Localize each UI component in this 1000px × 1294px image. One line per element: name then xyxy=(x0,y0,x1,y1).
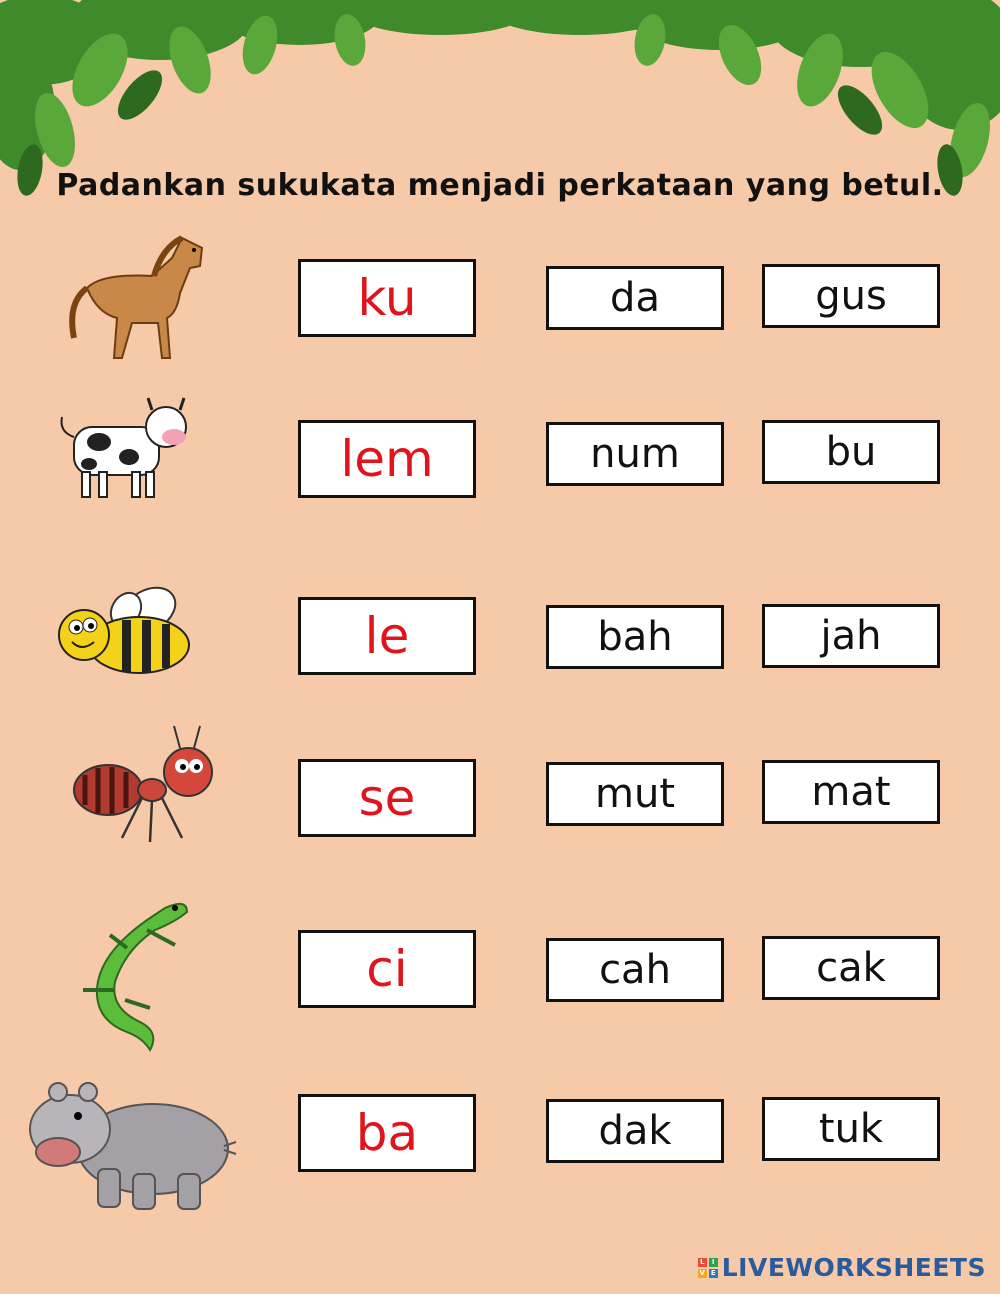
option-syllable-box[interactable]: mut xyxy=(546,762,724,826)
option-syllable-box[interactable]: tuk xyxy=(762,1097,940,1161)
lizard-icon xyxy=(55,890,195,1055)
instruction-text: Padankan sukukata menjadi perkataan yang betul. xyxy=(56,168,944,203)
option-syllable-box[interactable]: mat xyxy=(762,760,940,824)
stem-syllable-box[interactable]: se xyxy=(298,759,476,837)
brand-name: LIVEWORKSHEETS xyxy=(721,1253,986,1282)
stem-syllable-box[interactable]: ba xyxy=(298,1094,476,1172)
bee-icon xyxy=(54,580,199,685)
stem-syllable-box[interactable]: ci xyxy=(298,930,476,1008)
option-syllable-box[interactable]: jah xyxy=(762,604,940,668)
horse-icon xyxy=(62,218,212,368)
option-syllable-box[interactable]: da xyxy=(546,266,724,330)
option-syllable-box[interactable]: num xyxy=(546,422,724,486)
option-syllable-box[interactable]: cah xyxy=(546,938,724,1002)
liveworksheets-brand[interactable] xyxy=(698,1253,986,1282)
cow-icon xyxy=(54,392,194,507)
option-syllable-box[interactable]: bu xyxy=(762,420,940,484)
option-syllable-box[interactable]: gus xyxy=(762,264,940,328)
option-syllable-box[interactable]: cak xyxy=(762,936,940,1000)
stem-syllable-box[interactable]: le xyxy=(298,597,476,675)
stem-syllable-box[interactable]: lem xyxy=(298,420,476,498)
liveworksheets-logo-icon: L I V E xyxy=(698,1258,718,1278)
option-syllable-box[interactable]: dak xyxy=(546,1099,724,1163)
stem-syllable-box[interactable]: ku xyxy=(298,259,476,337)
option-syllable-box[interactable]: bah xyxy=(546,605,724,669)
ant-icon xyxy=(70,720,220,850)
hippo-icon xyxy=(28,1074,238,1214)
